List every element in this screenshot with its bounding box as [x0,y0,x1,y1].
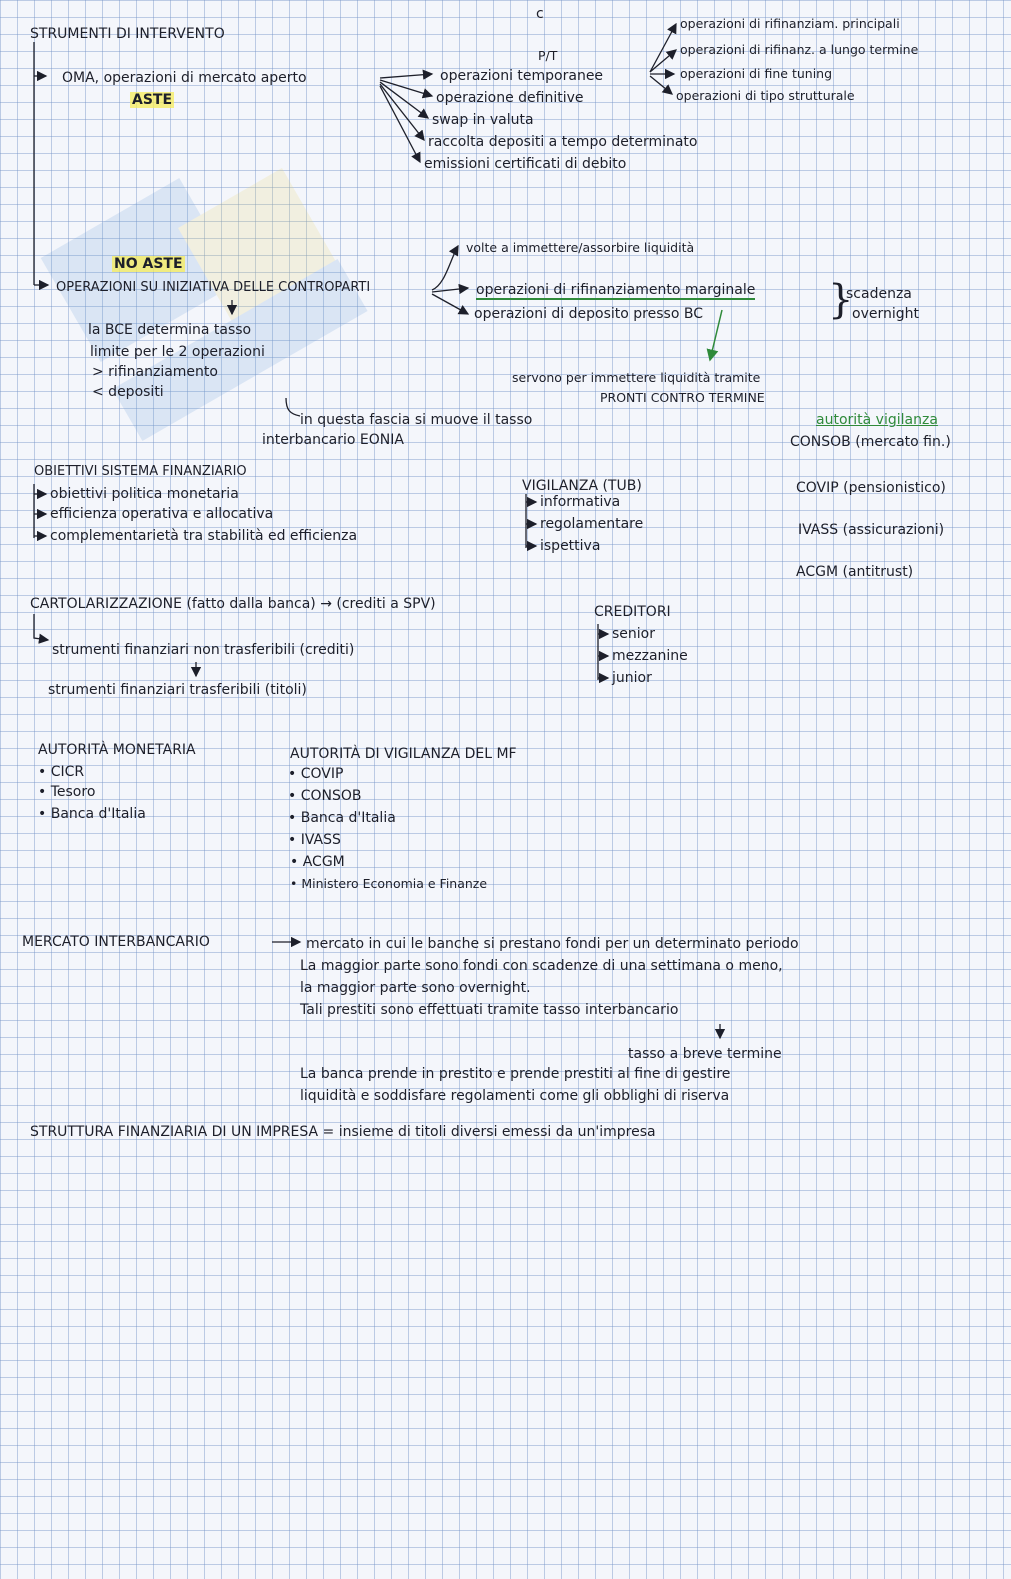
vigilanza-title: VIGILANZA (TUB) [522,478,642,494]
cartolarizzazione-title: CARTOLARIZZAZIONE (fatto dalla banca) → (crediti a SPV) [30,596,436,612]
bce-note-line: limite per le 2 operazioni [90,344,265,360]
bce-note-line: > rifinanziamento [92,364,218,380]
autorita-vigilanza-mf-item-text: Banca d'Italia [300,810,396,826]
creditori-item: junior [612,670,652,686]
oma-item: emissioni certificati di debito [424,156,627,172]
autorita-vigilanza-mf-item-text: CONSOB [300,788,362,804]
cartolarizzazione-line: strumenti finanziari non trasferibili (crediti) [52,642,355,658]
banca-line: liquidità e soddisfare regolamenti come gli obblighi di riserva [300,1088,730,1104]
mercato-line: Tali prestiti sono effettuati tramite tasso interbancario [300,1002,679,1018]
autorita-monetaria-item: • Banca d'Italia [38,806,146,822]
autorita-vigilanza-title: autorità vigilanza [816,412,938,428]
autorita-vigilanza-mf-item: • ACGM [290,854,345,870]
autorita-vigilanza-item: CONSOB (mercato fin.) [790,434,951,450]
autorita-monetaria-item-text: Tesoro [50,784,96,800]
obiettivi-item: obiettivi politica monetaria [50,486,239,502]
tasso-breve-label: tasso a breve termine [628,1046,782,1062]
vigilanza-item: regolamentare [540,516,644,532]
oma-label: OMA, operazioni di mercato aperto [62,70,307,86]
mercato-line: La maggior parte sono fondi con scadenze di una settimana o meno, [300,958,783,974]
autorita-monetaria-item-text: CICR [50,764,85,780]
autorita-vigilanza-mf-item-text: IVASS [300,832,341,848]
autorita-vigilanza-mf-item: • Ministero Economia e Finanze [290,876,488,891]
autorita-vigilanza-item: ACGM (antitrust) [796,564,914,580]
obiettivi-item: complementarietà tra stabilità ed efficienza [50,528,358,544]
op-iniziativa-label: OPERAZIONI SU INIZIATIVA DELLE CONTROPARTI [56,280,371,295]
bce-note-line: < depositi [92,384,164,400]
header-mark: c [536,6,544,22]
op-deposito-label: operazioni di deposito presso BC [474,306,703,322]
oma-item: operazione definitive [436,90,584,106]
creditori-title: CREDITORI [594,604,671,620]
mercato-title: MERCATO INTERBANCARIO [22,934,210,950]
pt-label: P/T [538,48,558,63]
autorita-vigilanza-mf-item: • COVIP [288,766,344,782]
autorita-monetaria-title: AUTORITÀ MONETARIA [38,742,196,758]
vigilanza-item: informativa [540,494,621,510]
oma-item: operazioni temporanee [440,68,604,84]
autorita-vigilanza-mf-item: • IVASS [288,832,341,848]
autorita-vigilanza-mf-title: AUTORITÀ DI VIGILANZA DEL MF [290,746,517,762]
autorita-vigilanza-mf-item-text: ACGM [302,854,345,870]
autorita-vigilanza-mf-item-text: Ministero Economia e Finanze [301,876,488,891]
obiettivi-title: OBIETTIVI SISTEMA FINANZIARIO [34,464,247,479]
vigilanza-item: ispettiva [540,538,601,554]
oma-item: raccolta depositi a tempo determinato [428,134,698,150]
temp-item: operazioni di rifinanziam. principali [680,16,900,31]
temp-item: operazioni di rifinanz. a lungo termine [680,42,919,57]
fascia-note-line: in questa fascia si muove il tasso [300,412,533,428]
aste-label: ASTE [132,92,173,108]
temp-item: operazioni di tipo strutturale [676,88,855,103]
oma-item: swap in valuta [432,112,534,128]
autorita-vigilanza-mf-item: • Banca d'Italia [288,810,396,826]
servono-label: servono per immettere liquidità tramite [512,370,761,385]
brace-icon: } [828,277,854,323]
creditori-item: senior [612,626,655,642]
autorita-monetaria-item-text: Banca d'Italia [50,806,146,822]
autorita-vigilanza-mf-item-text: COVIP [300,766,344,782]
watermark-logo [20,150,450,450]
banca-line: La banca prende in prestito e prende prestiti al fine di gestire [300,1066,731,1082]
mercato-line: mercato in cui le banche si prestano fondi per un determinato periodo [306,936,799,952]
op-rifin-label: operazioni di rifinanziamento marginale [476,282,756,298]
creditori-item: mezzanine [612,648,688,664]
struttura-line: STRUTTURA FINANZIARIA DI UN IMPRESA = insieme di titoli diversi emessi da un'impresa [30,1124,656,1140]
temp-item: operazioni di fine tuning [680,66,833,81]
cartolarizzazione-line: strumenti finanziari trasferibili (titoli) [48,682,307,698]
autorita-vigilanza-item: COVIP (pensionistico) [796,480,946,496]
fascia-note-line: interbancario EONIA [262,432,404,448]
autorita-vigilanza-item: IVASS (assicurazioni) [798,522,945,538]
bce-note-line: la BCE determina tasso [88,322,252,338]
autorita-monetaria-item: • CICR [38,764,85,780]
autorita-monetaria-item: • Tesoro [38,784,96,800]
controparti-top-label: volte a immettere/assorbire liquidità [466,240,695,255]
autorita-vigilanza-mf-item: • CONSOB [288,788,362,804]
overnight-label: overnight [852,306,919,322]
section-title-strumenti: STRUMENTI DI INTERVENTO [30,26,225,42]
mercato-line: la maggior parte sono overnight. [300,980,531,996]
obiettivi-item: efficienza operativa e allocativa [50,506,274,522]
pronti-label: PRONTI CONTRO TERMINE [600,390,765,405]
no-aste-label: NO ASTE [114,256,183,272]
scadenza-label: scadenza [846,286,912,302]
